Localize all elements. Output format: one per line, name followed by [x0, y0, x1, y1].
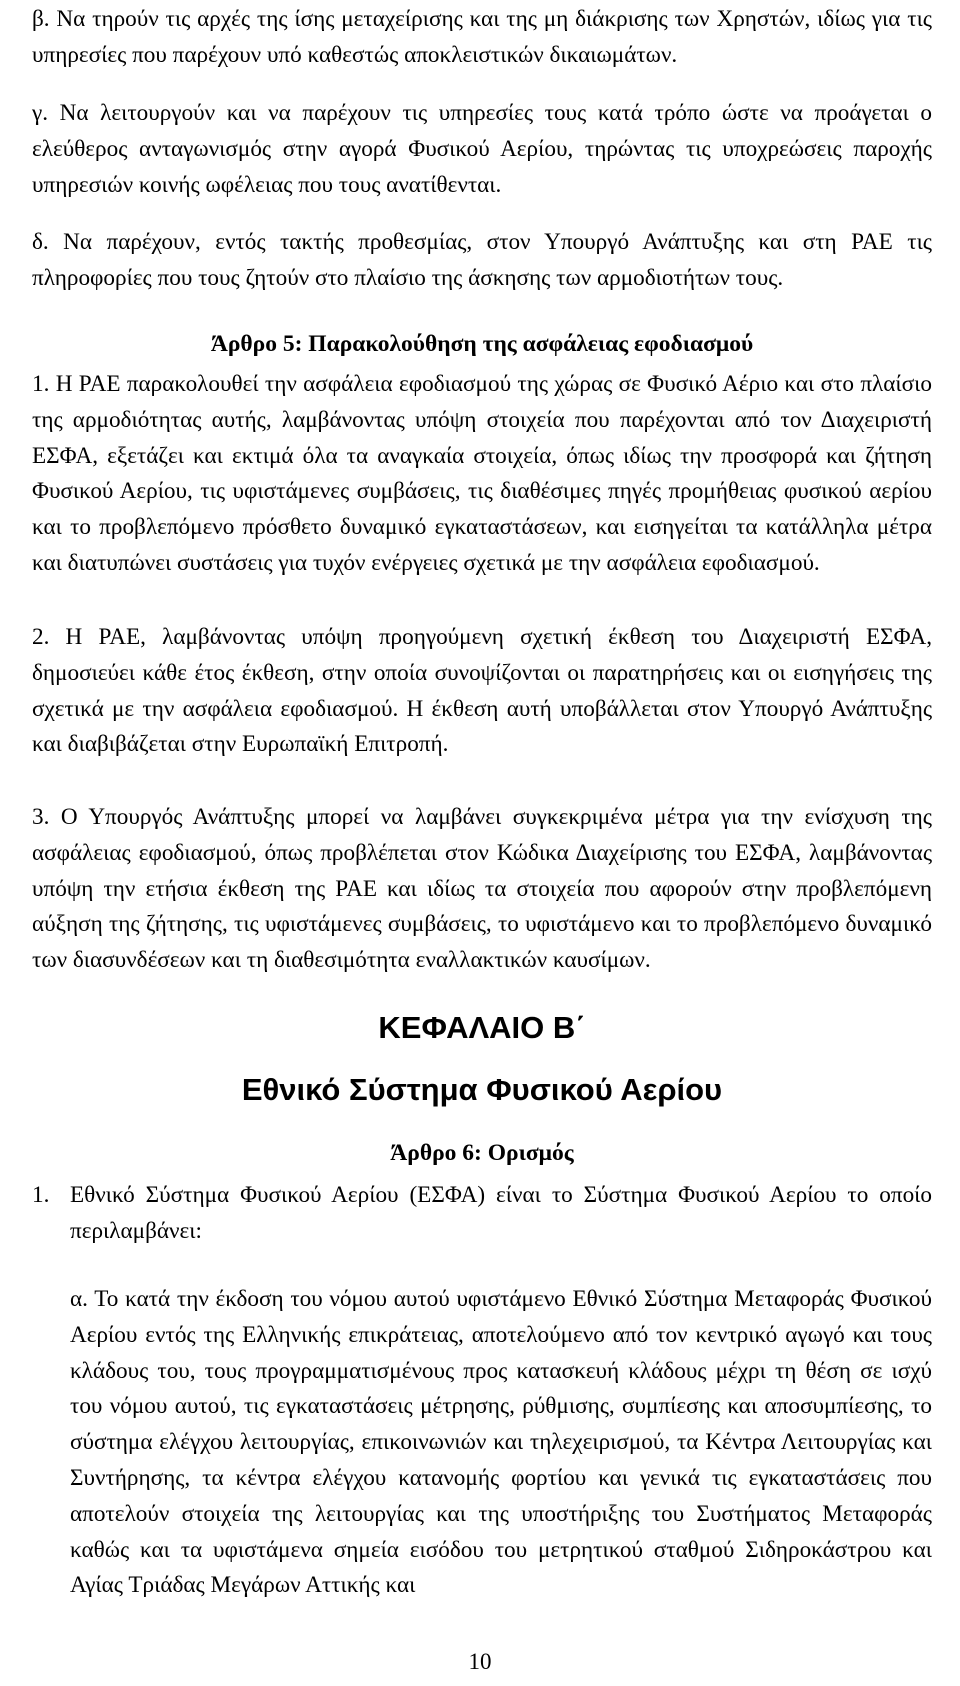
article-5-title: Άρθρο 5: Παρακολούθηση της ασφάλειας εφοδιασμού — [210, 331, 754, 357]
article-5-paragraph-3: 3. Ο Υπουργός Ανάπτυξης μπορεί να λαμβάνει συγκεκριμένα μέτρα για την ενίσχυση της ασφάλειας εφοδιασμού, όπως προβλέπεται στον Κώδικα Διαχείρισης του ΕΣΦΑ, λαμβάνοντας υπόψη την ετήσια έκθεση της ΡΑΕ και ιδίως τα στοιχεία που αφορούν στην προβλεπόμενη αύξηση της ζήτησης, τις υφιστάμενες συμβάσεις, το υφιστάμενο και το προβλεπόμενο δυναμικό των διασυνδέσεων και τη διαθεσιμότητα εναλλακτικών καυσίμων. — [32, 804, 932, 974]
paragraph-number: 1. — [32, 1182, 50, 1208]
chapter-label: ΚΕΦΑΛΑΙΟ Β΄ — [378, 1010, 586, 1045]
chapter-title: Εθνικό Σύστημα Φυσικού Αερίου — [241, 1072, 723, 1107]
article-6-title: Άρθρο 6: Ορισμός — [390, 1140, 574, 1166]
article-5-paragraph-1: 1. Η ΡΑΕ παρακολουθεί την ασφάλεια εφοδιασμού της χώρας σε Φυσικό Αέριο και στο πλαίσιο της αρμοδιότητας αυτής, λαμβάνοντας υπόψη στοιχεία που παρέχονται από τον Διαχειριστή ΕΣΦΑ, εξετάζει και εκτιμά όλα τα αναγκαία στοιχεία, όπως ιδίως την προσφορά και ζήτηση Φυσικού Αερίου, τις υφιστάμενες συμβάσεις, τις διαθέσιμες πηγές προμήθειας φυσικού αερίου και το προβλεπόμενο πρόσθετο δυναμικό εγκαταστάσεων, και εισηγείται τα κατάλληλα μέτρα και διατυπώνει συστάσεις για τυχόν ενέργειες σχετικά με την ασφάλεια εφοδιασμού. — [32, 371, 932, 576]
item-alpha: α. Το κατά την έκδοση του νόμου αυτού υφιστάμενο Εθνικό Σύστημα Μεταφοράς Φυσικού Αερίου εντός της Ελληνικής επικράτειας, αποτελούμενο από τον κεντρικό αγωγό και τους κλάδους του, τους προγραμματισμένους προς κατασκευή κλάδους μέχρι τη θέση σε ισχύ του νόμου αυτού, τις εγκαταστάσεις μέτρησης, ρύθμισης, συμπίεσης και αποσυμπίεσης, το σύστημα ελέγχου λειτουργίας, επικοινωνιών και τηλεχειρισμού, τα Κέντρα Λειτουργίας και Συντήρησης, τα κέντρα ελέγχου κατανομής φορτίου και γενικά τις εγκαταστάσεις που αποτελούν στοιχεία της λειτουργίας και της υποστήριξης του Συστήματος Μεταφοράς καθώς και τα υφιστάμενα σημεία εισόδου του μετρητικού σταθμού Σιδηροκάστρου και Αγίας Τριάδας Μεγάρων Αττικής και — [70, 1286, 932, 1599]
item-beta: β. Να τηρούν τις αρχές της ίσης μεταχείρισης και της μη διάκρισης των Χρηστών, ιδίως για τις υπηρεσίες που παρέχουν υπό καθεστώς αποκλειστικών δικαιωμάτων. — [32, 6, 932, 68]
paragraph-text: Εθνικό Σύστημα Φυσικού Αερίου (ΕΣΦΑ) είναι το Σύστημα Φυσικού Αερίου το οποίο περιλαμβάνει: — [70, 1182, 932, 1244]
page-number: 10 — [468, 1649, 492, 1674]
item-gamma: γ. Να λειτουργούν και να παρέχουν τις υπηρεσίες τους κατά τρόπο ώστε να προάγεται ο ελεύθερος ανταγωνισμός στην αγορά Φυσικού Αερίου, τηρώντας τις υποχρεώσεις παροχής υπηρεσιών κοινής ωφέλειας που τους ανατίθενται. — [32, 100, 932, 198]
item-delta: δ. Να παρέχουν, εντός τακτής προθεσμίας, στον Υπουργό Ανάπτυξης και στη ΡΑΕ τις πληροφορίες που τους ζητούν στο πλαίσιο της άσκησης των αρμοδιοτήτων τους. — [32, 229, 932, 291]
article-5-paragraph-2: 2. Η ΡΑΕ, λαμβάνοντας υπόψη προηγούμενη σχετική έκθεση του Διαχειριστή ΕΣΦΑ, δημοσιεύει κάθε έτος έκθεση, στην οποία συνοψίζονται οι παρατηρήσεις και οι εισηγήσεις της σχετικά με την ασφάλεια εφοδιασμού. Η έκθεση αυτή υποβάλλεται στον Υπουργό Ανάπτυξης και διαβιβάζεται στην Ευρωπαϊκή Επιτροπή. — [32, 624, 932, 758]
article-6-paragraph-1 — [32, 1178, 932, 1250]
